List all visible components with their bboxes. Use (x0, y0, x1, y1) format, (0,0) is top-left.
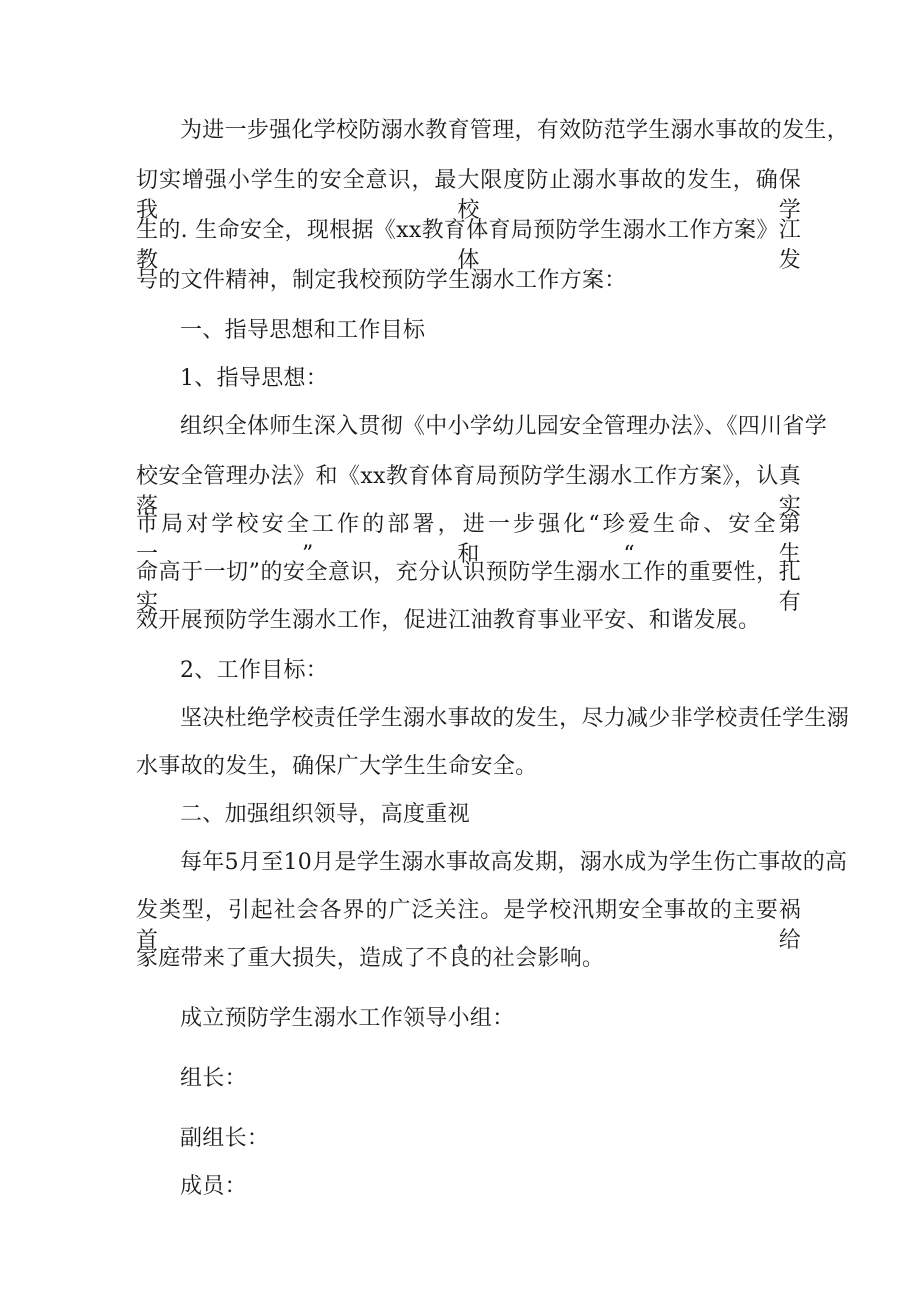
intro-line-4: 号的文件精神，制定我校预防学生溺水工作方案： (136, 268, 627, 293)
leader-label: 组长： (180, 1066, 247, 1091)
group-title: 成立预防学生溺水工作领导小组： (180, 1006, 515, 1031)
para2-line-1: 坚决杜绝学校责任学生溺水事故的发生，尽力减少非学校责任学生溺 (180, 706, 850, 731)
intro-line-2: 切实增强小学生的安全意识，最大限度防止溺水事故的发生，确保我校学 (136, 168, 801, 223)
para1-line-2: 校安全管理办法》和《xx教育体育局预防学生溺水工作方案》，认真落实 (136, 464, 801, 519)
intro-line-1: 为进一步强化学校防溺水教育管理，有效防范学生溺水事故的发生， (180, 118, 850, 143)
para3-line-2: 发类型，引起社会各界的广泛关注。是学校汛期安全事故的主要祸首，给 (136, 898, 801, 953)
para2-line-2: 水事故的发生，确保广大学生生命安全。 (136, 754, 538, 779)
para3-line-3: 家庭带来了重大损失，造成了不良的社会影响。 (136, 946, 605, 971)
para1-line-4: 命高于一切”的安全意识，充分认识预防学生溺水工作的重要性，扎实有 (136, 560, 801, 615)
deputy-leader-label: 副组长： (180, 1126, 270, 1151)
para1-line-5: 效开展预防学生溺水工作，促进江油教育事业平安、和谐发展。 (136, 608, 761, 633)
para1-line-3: 市局对学校安全工作的部署，进一步强化“珍爱生命、安全第一”和“生 (136, 512, 801, 567)
subheading-guiding-thought: 1、指导思想： (180, 366, 329, 391)
para3-line-1: 每年5月至10月是学生溺水事故高发期，溺水成为学生伤亡事故的高 (180, 850, 848, 875)
members-label: 成员： (180, 1174, 247, 1199)
section-heading-1: 一、指导思想和工作目标 (180, 318, 426, 343)
para1-line-1: 组织全体师生深入贯彻《中小学幼儿园安全管理办法》、《四川省学 (180, 414, 828, 439)
intro-line-3: 生的. 生命安全，现根据《xx教育体育局预防学生溺水工作方案》江教体发 (136, 218, 801, 273)
section-heading-2: 二、加强组织领导，高度重视 (180, 802, 470, 827)
subheading-work-goal: 2、工作目标： (180, 658, 329, 683)
